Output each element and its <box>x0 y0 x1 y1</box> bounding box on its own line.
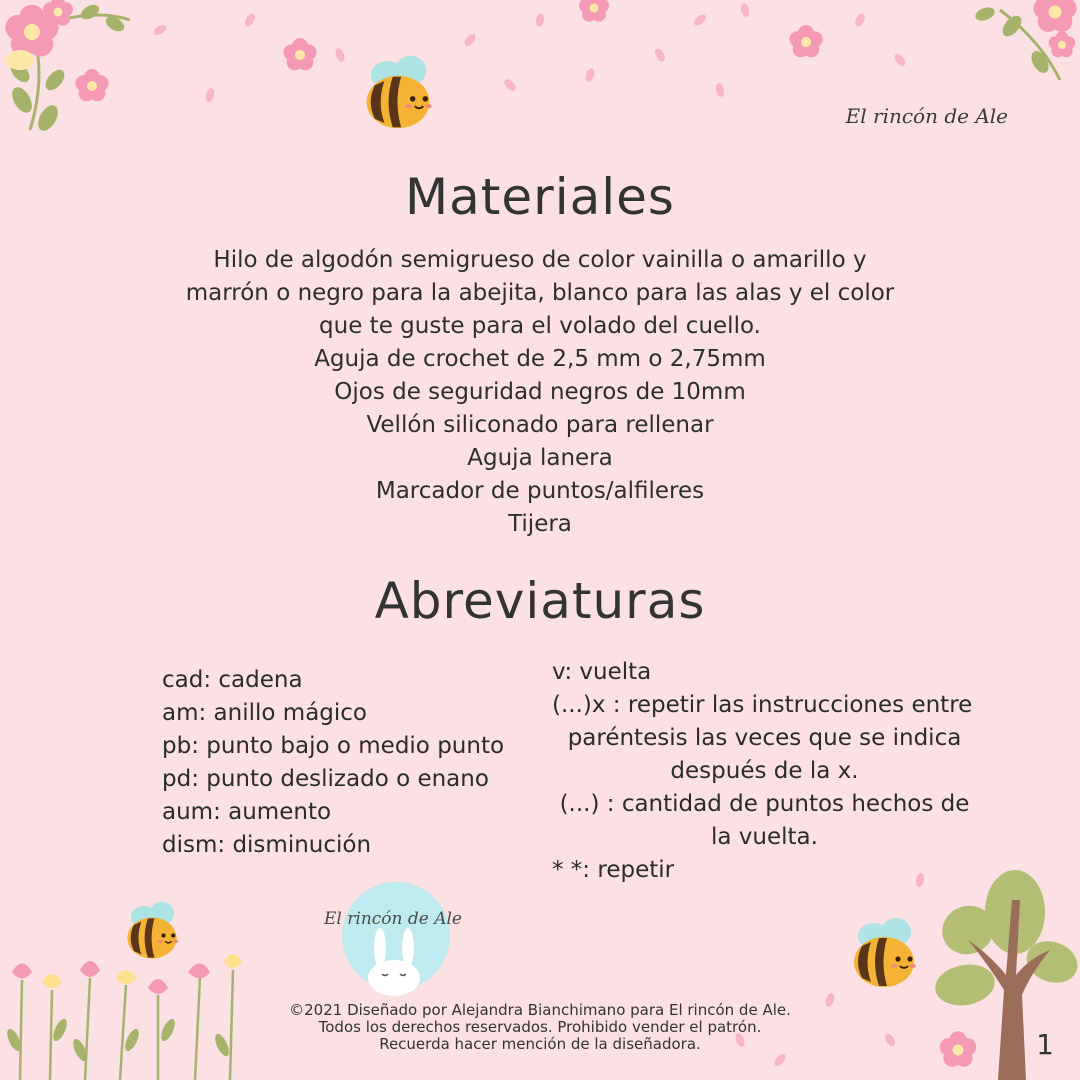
abbreviation-item: pd: punto deslizado o enano <box>162 766 489 792</box>
brand-signature: El rincón de Ale <box>845 104 1008 128</box>
abbreviation-item: (...) : cantidad de puntos hechos de <box>559 791 970 817</box>
flower-icon <box>940 1031 977 1067</box>
abbreviation-item: am: anillo mágico <box>162 700 367 726</box>
abbreviation-item: pb: punto bajo o medio punto <box>162 733 505 759</box>
top-right-flowers <box>974 0 1077 80</box>
footer-line: Recuerda hacer mención de la diseñadora. <box>379 1035 701 1053</box>
flower-icon <box>579 0 609 22</box>
materials-line: Ojos de seguridad negros de 10mm <box>334 379 746 405</box>
flower-icon <box>789 25 822 57</box>
materials-line: que te guste para el volado del cuello. <box>319 313 761 339</box>
materials-line: marrón o negro para la abejita, blanco para las alas y el color <box>185 280 895 306</box>
footer-line: ©2021 Diseñado por Alejandra Bianchimano para El rincón de Ale. <box>289 1001 791 1019</box>
abbreviations-left-column <box>162 664 542 862</box>
materials-line: Aguja de crochet de 2,5 mm o 2,75mm <box>314 346 766 372</box>
materials-list <box>140 244 940 541</box>
copyright-footer <box>240 1002 840 1053</box>
bee-icon <box>854 918 916 987</box>
abbreviation-item: paréntesis las veces que se indica <box>567 725 962 751</box>
abbreviation-item: después de la x. <box>670 758 859 784</box>
materials-line: Vellón siliconado para rellenar <box>366 412 714 438</box>
footer-line: Todos los derechos reservados. Prohibido vender el patrón. <box>318 1018 762 1036</box>
bottom-left-tulips <box>4 954 242 1080</box>
materials-title: Materiales <box>405 168 675 226</box>
bee-icon <box>367 56 432 128</box>
materials-line: Hilo de algodón semigrueso de color vainilla o amarillo y <box>213 247 867 273</box>
abbreviation-item: cad: cadena <box>162 667 303 693</box>
abbreviation-item: la vuelta. <box>711 824 818 850</box>
abbreviation-item: aum: aumento <box>162 799 332 825</box>
abbreviation-item: (...)x : repetir las instrucciones entre <box>552 692 973 718</box>
page-number: 1 <box>1036 1028 1054 1061</box>
materials-line: Aguja lanera <box>467 445 613 471</box>
abbreviation-item: v: vuelta <box>552 659 652 685</box>
top-left-flowers <box>5 0 130 134</box>
logo-badge <box>342 882 450 996</box>
abbreviation-item: dism: disminución <box>162 832 372 858</box>
materials-line: Marcador de puntos/alfileres <box>375 478 705 504</box>
logo-text: El rincón de Ale <box>324 909 462 929</box>
abbreviations-right-column <box>552 656 977 887</box>
abbreviation-item: * *: repetir <box>552 857 675 883</box>
abbreviations-title: Abreviaturas <box>374 572 706 630</box>
materials-line: Tijera <box>508 511 572 537</box>
bee-icon <box>127 902 178 959</box>
flower-icon <box>283 38 316 70</box>
